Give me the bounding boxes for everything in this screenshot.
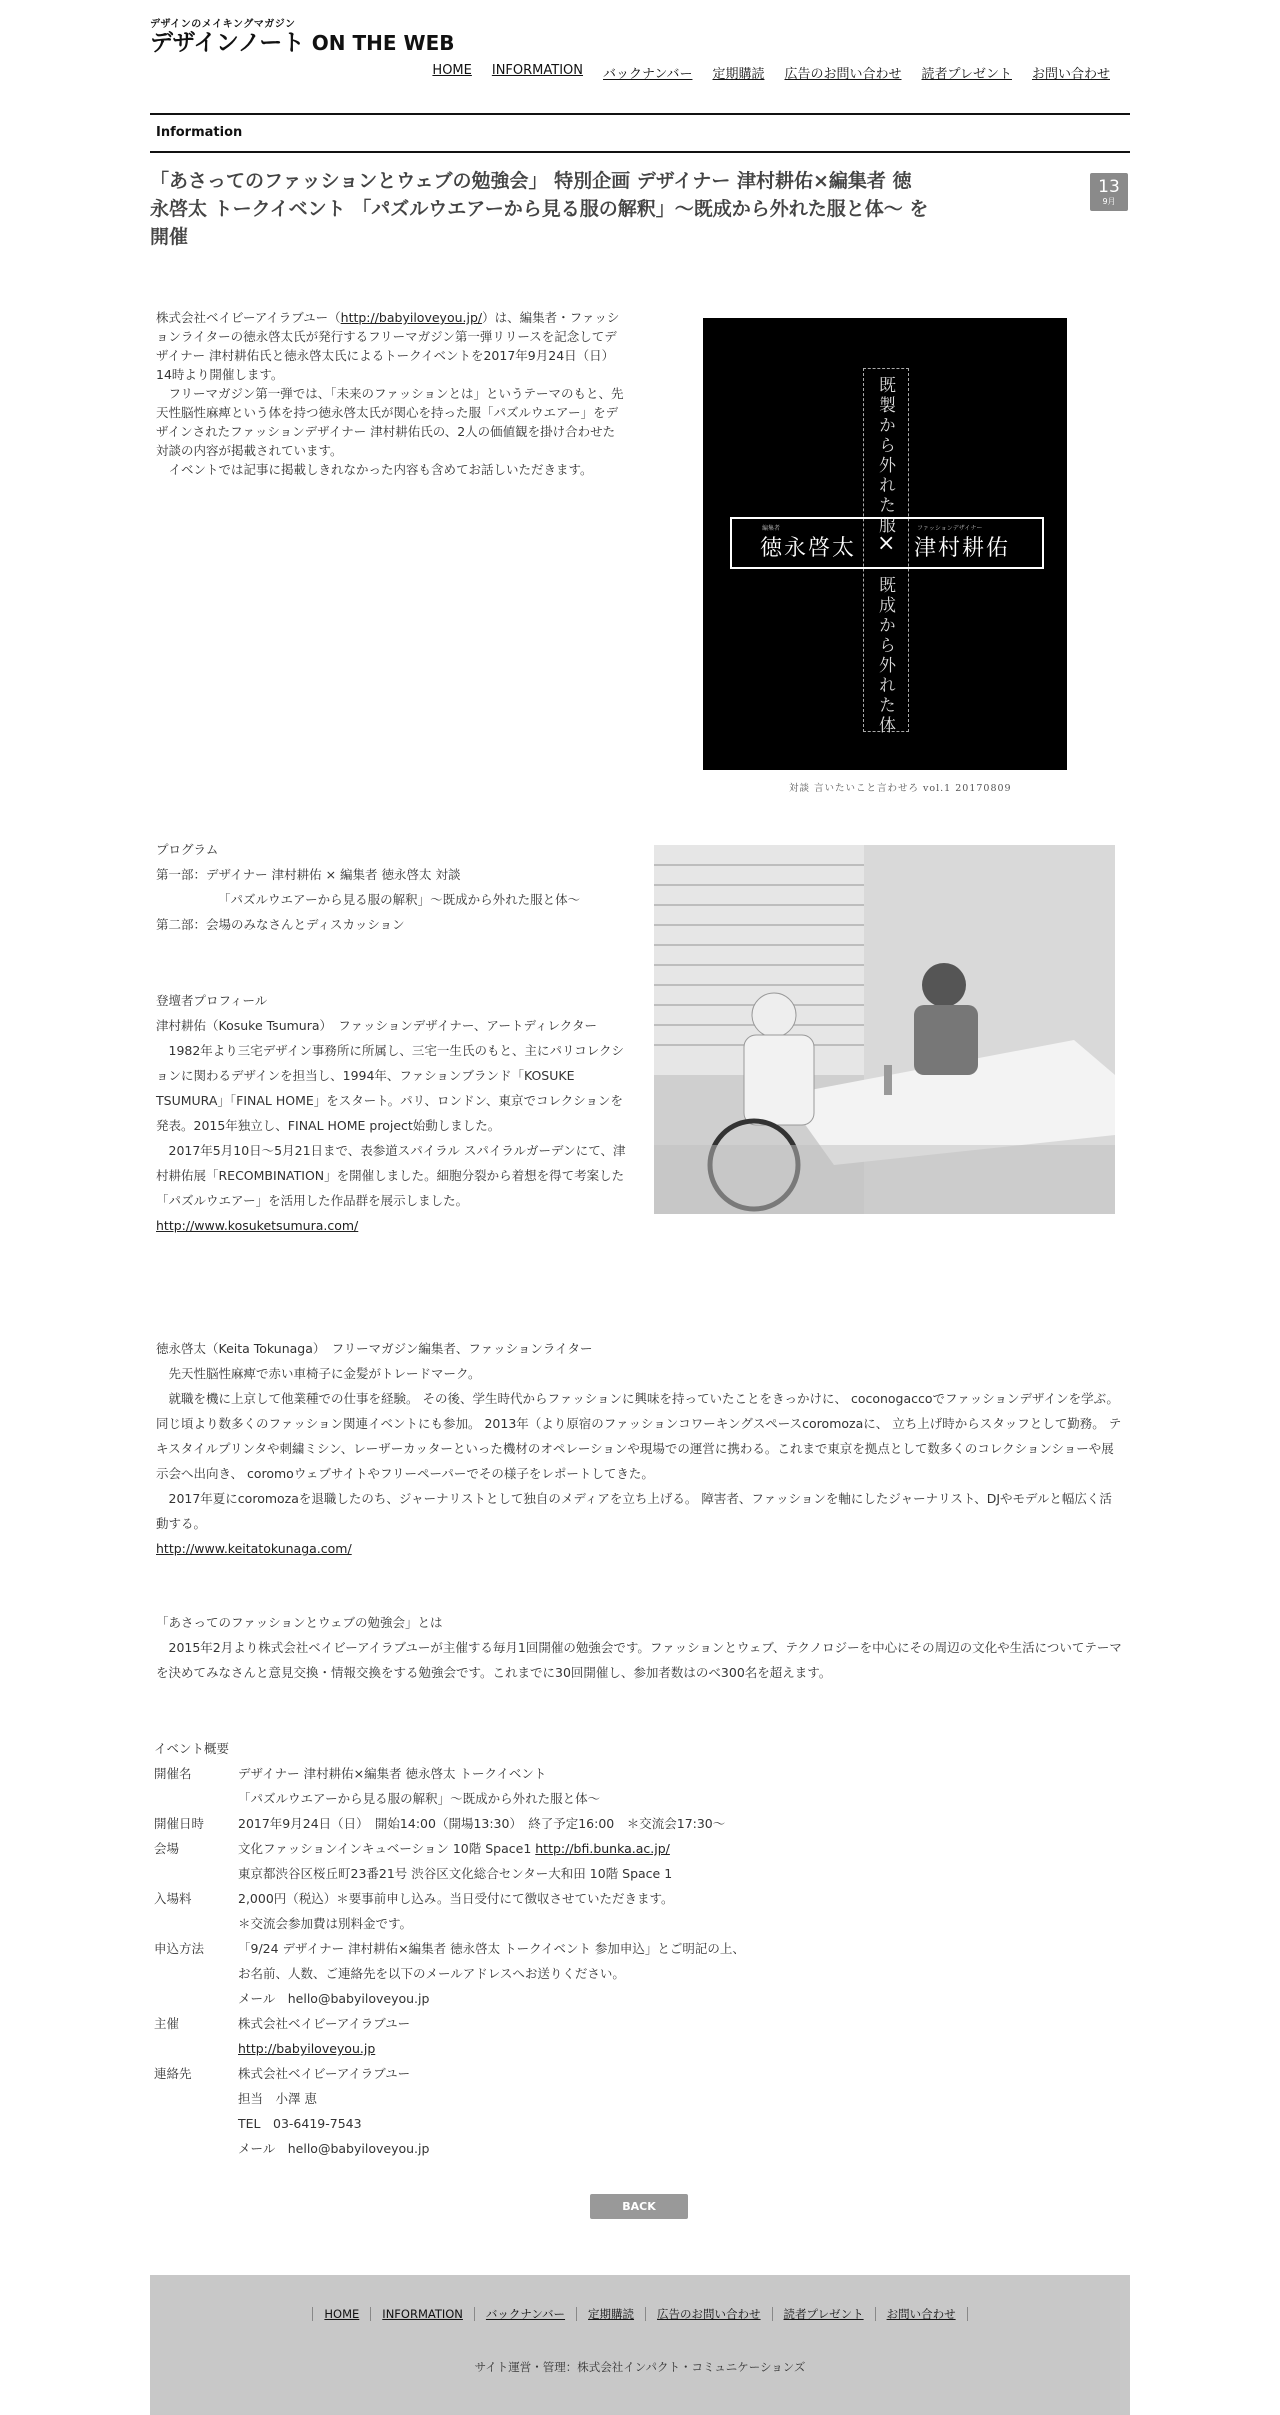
tokunaga-bio-2: 就職を機に上京して他業種での仕事を経験。 その後、学生時代からファッションに興味を持っていたことをきっかけに、 coconogaccoでファッションデザインを学ぶ。 同じ頃より数多くのファッション関連イベントにも参加。 2013年（より原宿のファッションコワーキングスペースcoromozaに、 立ち上げ時からスタッフとして勤務。 テキスタイルプリンタや刺繍ミシン、レーザーカッターといった機材のオペレーションや現場での運営に携わる。これまで東京を拠点として数多くのコレクションショーや展示会へ出向き、 coromoウェブサイトやフリーペーパーでその様子をレポートしてきた。 xyxy=(156,1391,1122,1481)
cover-right-role: ファッションデザイナー xyxy=(917,525,983,532)
footer-nav-present[interactable]: 読者プレゼント xyxy=(773,2307,876,2321)
event-key: 開催名 xyxy=(154,1766,192,1781)
event-key: 申込方法 xyxy=(154,1941,205,1956)
program-heading: プログラム xyxy=(156,842,219,857)
nav-contact[interactable]: お問い合わせ xyxy=(1031,67,1110,82)
event-value: TEL 03-6419-7543 xyxy=(238,2116,362,2131)
event-value: 「9/24 デザイナー 津村耕佑×編集者 徳永啓太 トークイベント 参加申込」とご明記の上、 xyxy=(238,1941,745,1956)
tokunaga-bio-1: 先天性脳性麻痺で赤い車椅子に金髪がトレードマーク。 xyxy=(168,1366,481,1381)
tsumura-name: 津村耕佑（Kosuke Tsumura） ファッションデザイナー、アートディレクター xyxy=(156,1018,598,1033)
profile-block xyxy=(156,988,628,1238)
talk-photo-illustration xyxy=(654,845,1115,1214)
event-value: メール hello@babyiloveyou.jp xyxy=(238,2141,430,2156)
event-row-organizer xyxy=(154,2011,745,2061)
event-key: 入場料 xyxy=(154,1891,192,1906)
study-heading: 「あさってのファッションとウェブの勉強会」とは xyxy=(156,1615,443,1630)
event-row-fee xyxy=(154,1886,745,1936)
cover-caption: 対談 言いたいこと言わせろ vol.1 20170809 xyxy=(789,783,1012,794)
footer-nav-information[interactable]: INFORMATION xyxy=(371,2307,475,2321)
tokunaga-link[interactable]: http://www.keitatokunaga.com/ xyxy=(156,1541,352,1556)
footer-nav-backnumber[interactable]: バックナンバー xyxy=(475,2307,577,2321)
intro-link[interactable]: http://babyiloveyou.jp/ xyxy=(340,310,483,325)
event-row-apply xyxy=(154,1936,745,2011)
event-value: メール hello@babyiloveyou.jp xyxy=(238,1991,430,2006)
venue-link[interactable]: http://bfi.bunka.ac.jp/ xyxy=(535,1841,670,1856)
date-day: 13 xyxy=(1098,177,1120,197)
cover-bottom-text: 既成から外れた体 xyxy=(875,576,895,736)
intro-paragraph-1: 株式会社ベイビーアイラブユー（http://babyiloveyou.jp/）は、編集者・ファッションライターの徳永啓太氏が発行するフリーマガジン第一弾リリースを記念してデザイナー 津村耕佑氏と徳永啓太氏によるトークイベントを2017年9月24日（日）14時より開催します。 xyxy=(156,310,620,382)
tsumura-bio-1: 1982年より三宅デザイン事務所に所属し、三宅一生氏のもと、主にパリコレクションに関わるデザインを担当し、1994年、ファションブランド「KOSUKE TSUMURA」「FINAL HOME」をスタート。パリ、ロンドン、東京でコレクションを発表。2015年独立し、FINAL HOME project始動しました。 xyxy=(156,1043,624,1133)
event-row-contact xyxy=(154,2061,745,2161)
tsumura-link[interactable]: http://www.kosuketsumura.com/ xyxy=(156,1218,359,1233)
tokunaga-block xyxy=(156,1336,1122,1561)
article-title: 「あさってのファッションとウェブの勉強会」 特別企画 デザイナー 津村耕佑×編集者 徳永啓太 トークイベント 「パズルウエアーから見る服の解釈」〜既成から外れた服と体〜 を開催 xyxy=(150,170,929,248)
event-value: 2,000円（税込）＊要事前申し込み。当日受付にて徴収させていただきます。 xyxy=(238,1891,674,1906)
event-row-name xyxy=(154,1761,745,1811)
tokunaga-bio-3: 2017年夏にcoromozaを退職したのち、ジャーナリストとして独自のメディアを立ち上げる。 障害者、ファッションを軸にしたジャーナリスト、DJやモデルと幅広く活動する。 xyxy=(156,1491,1112,1531)
event-value: お名前、人数、ご連絡先を以下のメールアドレスへお送りください。 xyxy=(238,1966,625,1981)
site-logo[interactable] xyxy=(150,15,454,56)
study-text: 2015年2月より株式会社ベイビーアイラブユーが主催する毎月1回開催の勉強会です。ファッションとウェブ、テクノロジーを中心にその周辺の文化や生活についてテーマを決めてみなさんと意見交換・情報交換をする勉強会です。これまでに30回開催し、参加者数はのべ300名を超えます。 xyxy=(156,1640,1122,1680)
tsumura-bio-2: 2017年5月10日〜5月21日まで、表参道スパイラル スパイラルガーデンにて、津村耕佑展「RECOMBINATION」を開催しました。細胞分裂から着想を得て考案した「パズルウエアー」を活用した作品群を展示しました。 xyxy=(156,1143,626,1208)
cover-left-name: 徳永啓太 xyxy=(760,536,857,561)
event-key: 主催 xyxy=(154,2016,180,2031)
event-row-datetime xyxy=(154,1811,745,1836)
event-value: 文化ファッションインキュベーション 10階 Space1 xyxy=(238,1841,536,1856)
event-value: 東京都渋谷区桜丘町23番21号 渋谷区文化総合センター大和田 10階 Space 1 xyxy=(238,1866,673,1881)
program-item-1: 第一部：デザイナー 津村耕佑 × 編集者 徳永啓太 対談 xyxy=(156,867,461,882)
event-value: ＊交流会参加費は別料金です。 xyxy=(238,1916,413,1931)
logo-title-en: ON THE WEB xyxy=(311,31,455,55)
cover-name-box xyxy=(730,517,1044,569)
event-heading: イベント概要 xyxy=(154,1741,230,1756)
back-button[interactable]: BACK xyxy=(590,2194,688,2219)
event-summary xyxy=(154,1736,745,2161)
footer-nav-contact[interactable]: お問い合わせ xyxy=(876,2307,968,2321)
program-block xyxy=(156,837,626,937)
cover-top-text: 既製から外れた服 xyxy=(875,376,895,536)
program-item-2: 第二部：会場のみなさんとディスカッション xyxy=(156,917,405,932)
logo-subtitle: デザインのメイキングマガジン xyxy=(150,19,296,30)
tokunaga-name: 徳永啓太（Keita Tokunaga） フリーマガジン編集者、ファッションライター xyxy=(156,1341,593,1356)
organizer-link[interactable]: http://babyiloveyou.jp xyxy=(238,2041,376,2056)
date-month: 9月 xyxy=(1102,197,1116,206)
event-row-venue xyxy=(154,1836,745,1886)
nav-subscription[interactable]: 定期購読 xyxy=(712,67,765,82)
section-label: Information xyxy=(156,125,243,140)
cover-cross: × xyxy=(877,531,898,556)
nav-present[interactable]: 読者プレゼント xyxy=(921,67,1012,82)
footer-nav-ad-contact[interactable]: 広告のお問い合わせ xyxy=(646,2307,773,2321)
footer-nav-subscription[interactable]: 定期購読 xyxy=(577,2307,646,2321)
intro-paragraph-2: フリーマガジン第一弾では、「未来のファッションとは」というテーマのもと、先天性脳性麻痺という体を持つ徳永啓太氏が関心を持った服「パズルウエアー」をデザインされたファッションデザイナー 津村耕佑氏の、2人の価値観を掛け合わせた対談の内容が掲載されています。 xyxy=(156,386,624,458)
footer-nav-home[interactable]: HOME xyxy=(312,2307,371,2321)
nav-home[interactable]: HOME xyxy=(432,63,472,78)
site-footer xyxy=(150,2275,1130,2415)
intro-text xyxy=(156,308,626,479)
nav-information[interactable]: INFORMATION xyxy=(491,63,584,78)
study-block xyxy=(156,1610,1122,1685)
event-value: 担当 小澤 恵 xyxy=(238,2091,317,2106)
footer-copyright: サイト運営・管理：株式会社インパクト・コミュニケーションズ xyxy=(474,2360,806,2374)
event-value: 2017年9月24日（日） 開始14:00（開場13:30） 終了予定16:00 ＊交流会17:30〜 xyxy=(238,1816,726,1831)
logo-title xyxy=(150,30,454,56)
cover-left-role: 編集者 xyxy=(762,525,781,532)
section-bar xyxy=(150,113,1130,153)
program-item-1-sub: 「パズルウエアーから見る服の解釈」〜既成から外れた服と体〜 xyxy=(218,892,581,907)
event-key: 会場 xyxy=(154,1841,180,1856)
logo-title-ja: デザインノート xyxy=(150,30,305,56)
event-value: デザイナー 津村耕佑×編集者 徳永啓太 トークイベント xyxy=(238,1766,547,1781)
event-value: 「パズルウエアーから見る服の解釈」〜既成から外れた服と体〜 xyxy=(238,1791,601,1806)
magazine-cover-image xyxy=(703,318,1067,770)
event-key: 連絡先 xyxy=(154,2066,192,2081)
footer-nav xyxy=(150,2306,1130,2322)
event-key: 開催日時 xyxy=(154,1816,205,1831)
intro-paragraph-3: イベントでは記事に掲載しきれなかった内容も含めてお話しいただきます。 xyxy=(168,462,593,477)
event-value: 株式会社ベイビーアイラブユー xyxy=(238,2066,411,2081)
cover-right-name: 津村耕佑 xyxy=(914,536,1011,561)
date-badge xyxy=(1090,173,1128,211)
nav-ad-contact[interactable]: 広告のお問い合わせ xyxy=(784,67,902,82)
event-value: 株式会社ベイビーアイラブユー xyxy=(238,2016,411,2031)
global-nav xyxy=(432,63,1110,82)
profile-heading: 登壇者プロフィール xyxy=(156,993,268,1008)
talk-photo xyxy=(654,845,1115,1214)
nav-backnumber[interactable]: バックナンバー xyxy=(603,67,693,82)
